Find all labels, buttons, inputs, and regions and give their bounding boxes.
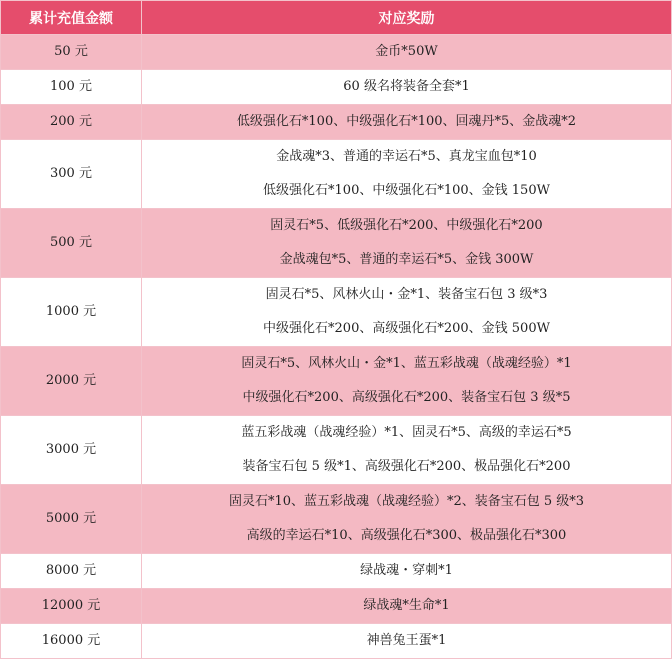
reward-cell xyxy=(142,416,672,485)
reward-cell xyxy=(142,35,672,70)
table-row xyxy=(1,209,672,278)
reward-cell xyxy=(142,70,672,105)
table-row xyxy=(1,347,672,416)
table-row xyxy=(1,70,672,105)
recharge-amount-cell: 500 元 xyxy=(1,209,142,278)
reward-line: 蓝五彩战魂（战魂经验）*1、固灵石*5、高级的幸运石*5 xyxy=(241,425,572,440)
recharge-amount-cell: 50 元 xyxy=(1,35,142,70)
reward-line: 固灵石*5、风林火山・金*1、蓝五彩战魂（战魂经验）*1 xyxy=(241,356,572,371)
table-row xyxy=(1,624,672,659)
table-body xyxy=(1,35,672,659)
recharge-amount-cell: 5000 元 xyxy=(1,485,142,554)
reward-line: 中级强化石*200、高级强化石*200、金钱 500W xyxy=(263,321,550,336)
table-row xyxy=(1,589,672,624)
reward-cell xyxy=(142,624,672,659)
reward-line: 绿战魂・穿刺*1 xyxy=(360,563,453,578)
reward-cell xyxy=(142,105,672,140)
reward-line: 固灵石*5、风林火山・金*1、装备宝石包 3 级*3 xyxy=(265,287,548,302)
table-header xyxy=(1,1,672,35)
recharge-amount-cell: 100 元 xyxy=(1,70,142,105)
recharge-amount-cell: 12000 元 xyxy=(1,589,142,624)
recharge-amount-cell: 2000 元 xyxy=(1,347,142,416)
reward-line: 神兽兔王蛋*1 xyxy=(366,633,447,648)
reward-line: 60 级名将装备全套*1 xyxy=(343,79,470,94)
table-row xyxy=(1,278,672,347)
reward-line: 高级的幸运石*10、高级强化石*300、极品强化石*300 xyxy=(246,528,567,543)
reward-cell xyxy=(142,278,672,347)
reward-cell xyxy=(142,485,672,554)
table-row xyxy=(1,35,672,70)
recharge-amount-cell: 8000 元 xyxy=(1,554,142,589)
reward-line: 固灵石*5、低级强化石*200、中级强化石*200 xyxy=(270,218,543,233)
reward-cell xyxy=(142,140,672,209)
table-row xyxy=(1,105,672,140)
reward-column-header: 对应奖励 xyxy=(142,1,672,35)
amount-column-header: 累计充值金额 xyxy=(1,1,142,35)
reward-line: 装备宝石包 5 级*1、高级强化石*200、极品强化石*200 xyxy=(242,459,571,474)
reward-line: 中级强化石*200、高级强化石*200、装备宝石包 3 级*5 xyxy=(242,390,571,405)
reward-cell xyxy=(142,209,672,278)
recharge-amount-cell: 300 元 xyxy=(1,140,142,209)
table-row xyxy=(1,554,672,589)
table-row xyxy=(1,485,672,554)
reward-line: 金战魂包*5、普通的幸运石*5、金钱 300W xyxy=(279,252,534,267)
reward-cell xyxy=(142,347,672,416)
reward-line: 固灵石*10、蓝五彩战魂（战魂经验）*2、装备宝石包 5 级*3 xyxy=(228,494,585,509)
recharge-amount-cell: 16000 元 xyxy=(1,624,142,659)
header-row xyxy=(1,1,672,35)
recharge-amount-cell: 3000 元 xyxy=(1,416,142,485)
table-row xyxy=(1,140,672,209)
reward-line: 金战魂*3、普通的幸运石*5、真龙宝血包*10 xyxy=(276,149,537,164)
reward-line: 金币*50W xyxy=(375,44,438,59)
reward-line: 绿战魂*生命*1 xyxy=(363,598,450,613)
reward-line: 低级强化石*100、中级强化石*100、回魂丹*5、金战魂*2 xyxy=(236,114,577,129)
table-row xyxy=(1,416,672,485)
reward-line: 低级强化石*100、中级强化石*100、金钱 150W xyxy=(263,183,550,198)
reward-cell xyxy=(142,554,672,589)
reward-cell xyxy=(142,589,672,624)
recharge-amount-cell: 200 元 xyxy=(1,105,142,140)
recharge-amount-cell: 1000 元 xyxy=(1,278,142,347)
